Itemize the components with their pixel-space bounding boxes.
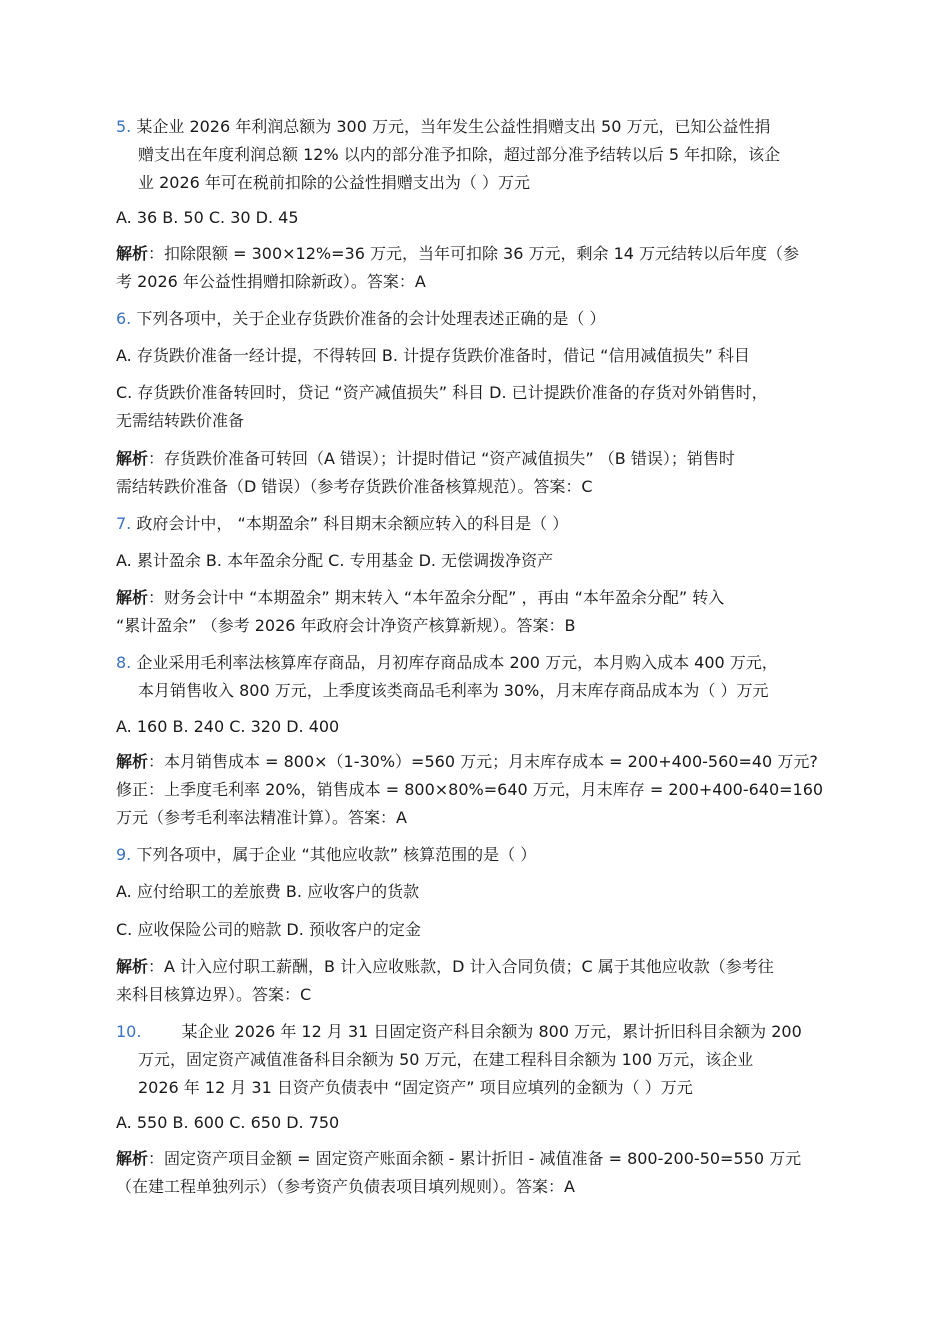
analysis-label: 解析: [116, 1149, 149, 1168]
question-7-stem: 7. 政府会计中， “本期盈余” 科目期末余额应转入的科目是（ ）: [116, 514, 569, 533]
question-8-options: A. 160 B. 240 C. 320 D. 400: [116, 717, 340, 736]
question-9-analysis-line: 来科目核算边界）。答案：C: [116, 985, 312, 1004]
question-number: 9.: [116, 845, 132, 864]
question-7-options: A. 累计盈余 B. 本年盈余分配 C. 专用基金 D. 无偿调拨净资产: [116, 551, 554, 570]
question-9-options: A. 应付给职工的差旅费 B. 应收客户的货款: [116, 882, 420, 901]
question-10-stem-line: 2026 年 12 月 31 日资产负债表中 “固定资产” 项目应填列的金额为（ ）万元: [138, 1078, 693, 1097]
analysis-label: 解析: [116, 752, 149, 771]
analysis-label: 解析: [116, 957, 149, 976]
question-8-analysis: 解析：本月销售成本 = 800×（1-30%）=560 万元；月末库存成本 = 200+400-560=40 万元?: [116, 752, 818, 771]
question-10-analysis-line: （在建工程单独列示）（参考资产负债表项目填列规则）。答案：A: [116, 1177, 575, 1196]
question-8-stem-line: 本月销售收入 800 万元，上季度该类商品毛利率为 30%，月末库存商品成本为（ ）万元: [138, 681, 769, 700]
question-10-analysis: 解析：固定资产项目金额 = 固定资产账面余额 - 累计折旧 - 减值准备 = 800-200-50=550 万元: [116, 1149, 802, 1168]
question-5-analysis: 解析：扣除限额 = 300×12%=36 万元，当年可扣除 36 万元，剩余 14 万元结转以后年度（参: [116, 244, 800, 263]
question-8-stem: 8. 企业采用毛利率法核算库存商品，月初库存商品成本 200 万元，本月购入成本 400 万元，: [116, 653, 778, 672]
question-6-analysis: 解析：存货跌价准备可转回（A 错误）；计提时借记 “资产减值损失” （B 错误）；销售时: [116, 449, 735, 468]
question-number: 10.: [116, 1022, 142, 1041]
question-number: 8.: [116, 653, 132, 672]
question-number: 5.: [116, 117, 132, 136]
question-5-stem: 5. 某企业 2026 年利润总额为 300 万元，当年发生公益性捐赠支出 50 万元，已知公益性捐: [116, 117, 771, 136]
question-10-stem: 10. 某企业 2026 年 12 月 31 日固定资产科目余额为 800 万元，累计折旧科目余额为 200: [116, 1022, 802, 1041]
question-8-analysis-line: 万元（参考毛利率法精准计算）。答案：A: [116, 808, 407, 827]
question-5-options: A. 36 B. 50 C. 30 D. 45: [116, 208, 299, 227]
question-6-analysis-line: 需结转跌价准备（D 错误）（参考存货跌价准备核算规范）。答案：C: [116, 477, 593, 496]
analysis-label: 解析: [116, 449, 149, 468]
question-5-analysis-line: 考 2026 年公益性捐赠扣除新政）。答案：A: [116, 272, 426, 291]
question-7-analysis: 解析：财务会计中 “本期盈余” 期末转入 “本年盈余分配” ，再由 “本年盈余分配” 转入: [116, 588, 725, 607]
question-10-options: A. 550 B. 600 C. 650 D. 750: [116, 1113, 340, 1132]
question-number: 7.: [116, 514, 132, 533]
question-9-analysis: 解析：A 计入应付职工薪酬，B 计入应收账款，D 计入合同负债；C 属于其他应收款（参考往: [116, 957, 774, 976]
analysis-label: 解析: [116, 244, 149, 263]
question-6-options: 无需结转跌价准备: [116, 411, 245, 430]
question-8-analysis-line: 修正：上季度毛利率 20%，销售成本 = 800×80%=640 万元，月末库存 = 200+400-640=160: [116, 780, 824, 799]
question-9-options: C. 应收保险公司的赔款 D. 预收客户的定金: [116, 920, 421, 939]
question-6-options: A. 存货跌价准备一经计提，不得转回 B. 计提存货跌价准备时，借记 “信用减值损失” 科目: [116, 346, 750, 365]
question-5-stem-line: 业 2026 年可在税前扣除的公益性捐赠支出为（ ）万元: [138, 173, 530, 192]
question-9-stem: 9. 下列各项中，属于企业 “其他应收款” 核算范围的是（ ）: [116, 845, 537, 864]
question-10-stem-line: 万元，固定资产减值准备科目余额为 50 万元，在建工程科目余额为 100 万元，该企业: [138, 1050, 754, 1069]
question-5-stem-line: 赠支出在年度利润总额 12% 以内的部分准予扣除，超过部分准予结转以后 5 年扣除，该企: [138, 145, 781, 164]
question-6-options: C. 存货跌价准备转回时，贷记 “资产减值损失” 科目 D. 已计提跌价准备的存货对外销售时，: [116, 383, 768, 402]
question-number: 6.: [116, 309, 132, 328]
question-6-stem: 6. 下列各项中，关于企业存货跌价准备的会计处理表述正确的是（ ）: [116, 309, 606, 328]
analysis-label: 解析: [116, 588, 149, 607]
question-7-analysis-line: “累计盈余” （参考 2026 年政府会计净资产核算新规）。答案：B: [116, 616, 576, 635]
